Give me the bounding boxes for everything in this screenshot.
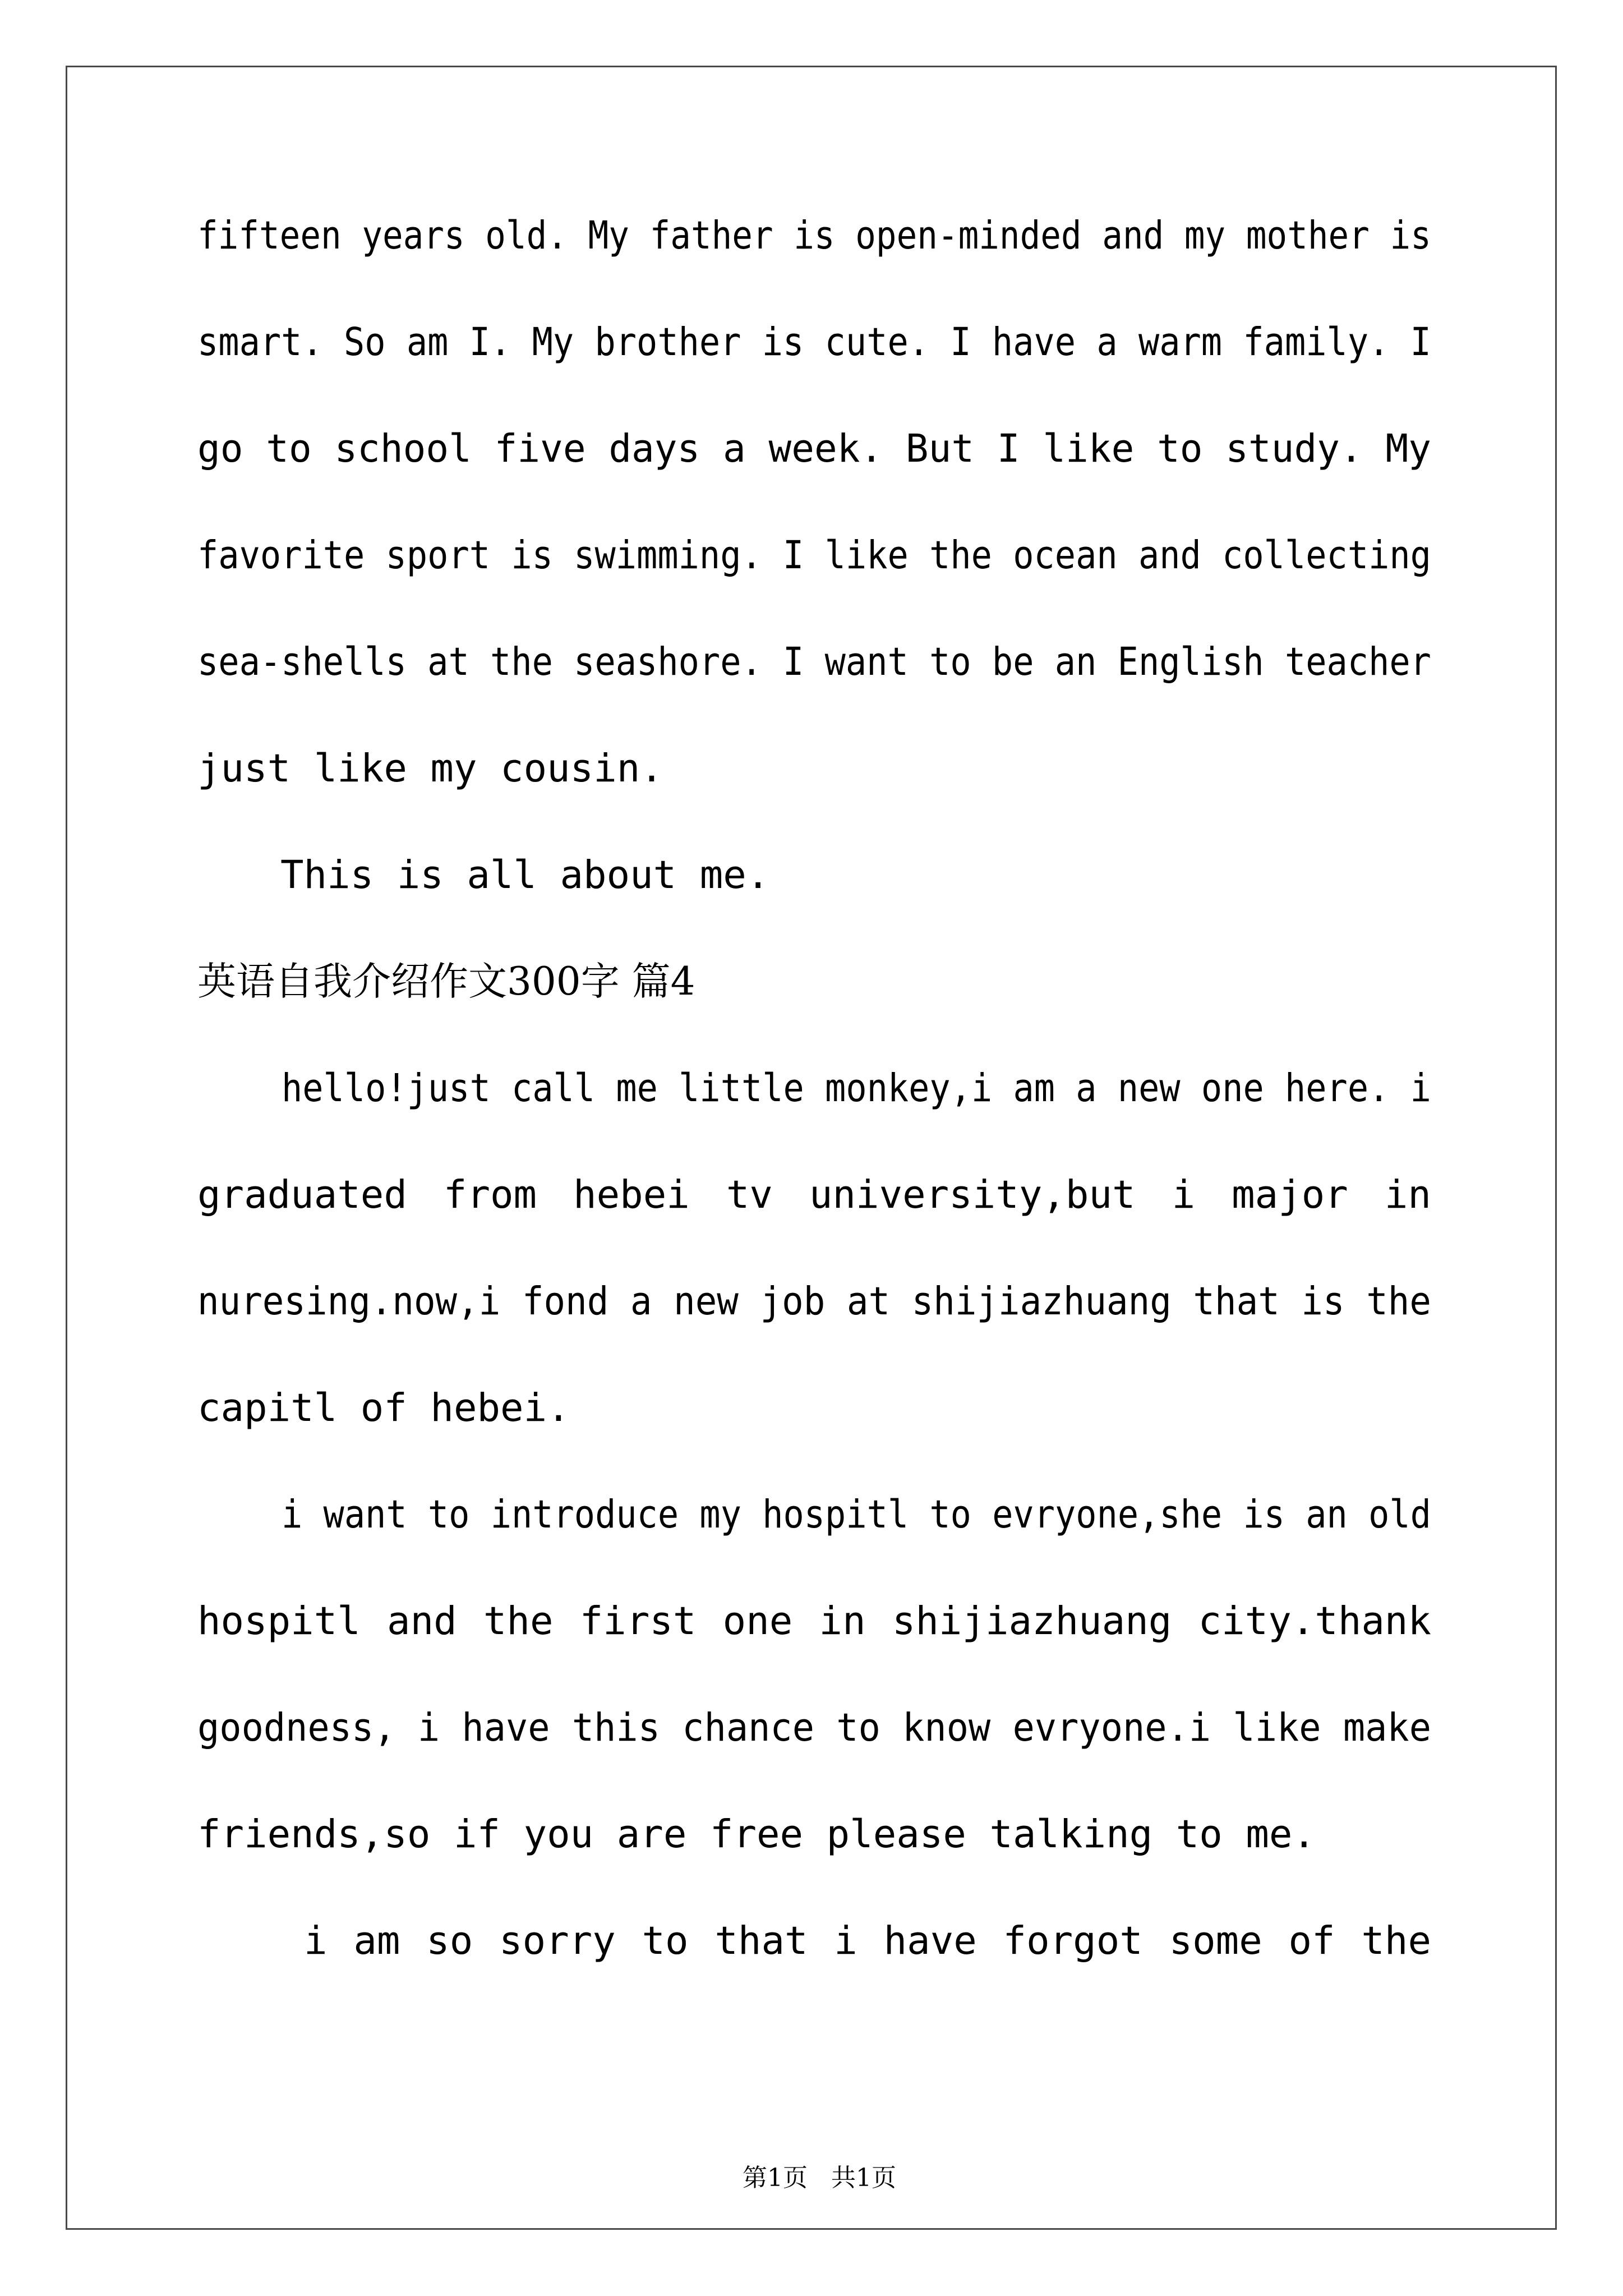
line-text: goodness, i have this chance to know evryone.i like make — [197, 1705, 1432, 1750]
line-text: i want to introduce my hospitl to evryone,she is an old — [282, 1492, 1431, 1537]
text-line-15 — [197, 1700, 1431, 1756]
text-line-6 — [197, 740, 1431, 797]
text-line-11 — [197, 1273, 1431, 1329]
line-text: i am so sorry to that i have forgot some of the — [304, 1918, 1431, 1963]
text-line-17 — [197, 1913, 1431, 1969]
page-footer — [0, 2129, 1623, 2193]
line-text: just like my cousin. — [197, 746, 663, 791]
line-text: This is all about me. — [280, 853, 770, 898]
text-line-13 — [197, 1487, 1431, 1543]
line-text: favorite sport is swimming. I like the ocean and collecting — [197, 533, 1431, 578]
page-number: 第1页 共1页 — [743, 2164, 896, 2192]
text-line-2 — [197, 314, 1431, 370]
line-text: capitl of hebei. — [197, 1386, 570, 1430]
section-heading — [197, 954, 1431, 1010]
text-line-4 — [197, 527, 1431, 583]
text-line-7 — [197, 847, 1431, 903]
line-text: sea-shells at the seashore. I want to be an English teacher — [197, 639, 1431, 684]
text-line-14 — [197, 1593, 1431, 1649]
text-line-5 — [197, 634, 1431, 690]
text-line-10 — [197, 1167, 1431, 1223]
text-line-9 — [197, 1060, 1431, 1116]
heading-text: 英语自我介绍作文300字 篇4 — [197, 959, 695, 1004]
text-line-3 — [197, 421, 1431, 477]
text-line-12 — [197, 1380, 1431, 1436]
line-text: go to school five days a week. But I like to study. My — [197, 426, 1431, 471]
line-text: graduated from hebei tv university,but i major in — [197, 1172, 1431, 1217]
text-line-16 — [197, 1806, 1431, 1862]
line-text: fifteen years old. My father is open-minded and my mother is — [197, 213, 1431, 258]
page-border — [66, 66, 1557, 2230]
line-text: smart. So am I. My brother is cute. I have a warm family. I — [197, 320, 1431, 365]
line-text: friends,so if you are free please talking to me. — [197, 1812, 1316, 1857]
line-text: nuresing.now,i fond a new job at shijiazhuang that is the — [197, 1279, 1431, 1324]
line-text: hospitl and the first one in shijiazhuang city.thank — [197, 1599, 1431, 1644]
text-line-1 — [197, 208, 1431, 264]
line-text: hello!just call me little monkey,i am a new one here. i — [282, 1066, 1431, 1111]
